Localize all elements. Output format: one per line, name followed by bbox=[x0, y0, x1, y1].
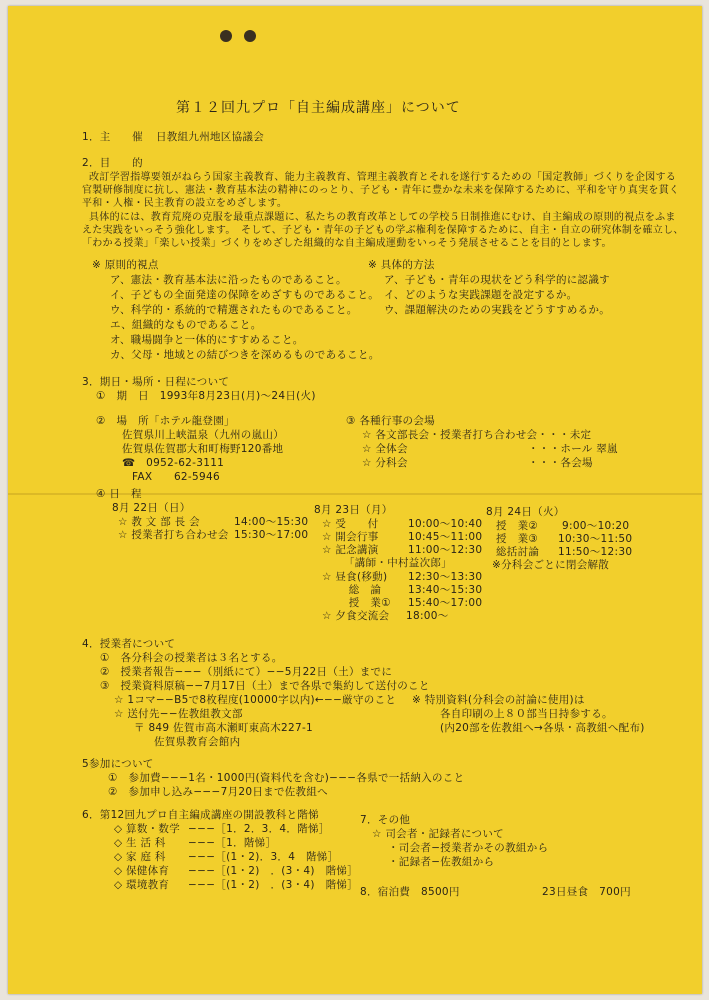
purpose-line: 改訂学習指導要領がねらう国家主義教育、能力主義教育、管理主義教育とそれを遂行するための「国定教師」づくりを企図する bbox=[89, 172, 677, 183]
special-material-note: 各自印刷の上８０部当日持参する。 bbox=[440, 708, 613, 720]
special-material-note: (内20部を佐教組へ→各県・高教組へ配布) bbox=[440, 722, 645, 734]
principle-item: ウ、科学的・系統的で精選されたものであること。 bbox=[110, 304, 358, 316]
principle-item: イ、子どもの全面発達の保障をめざすものであること。 bbox=[110, 289, 380, 301]
other-item: ☆ 司会者・記録者について bbox=[372, 828, 504, 840]
day3-note: ※分科会ごとに閉会解散 bbox=[492, 559, 610, 571]
schedule-event: ☆ 開会行事 bbox=[322, 531, 379, 543]
participation-item: ① 参加費−−−1名・1000円(資料代を含む)−−−各県で一括納入のこと bbox=[108, 772, 465, 784]
subject-name: ◇ 生 活 科 bbox=[114, 837, 166, 849]
schedule-time: 15:40〜17:00 bbox=[408, 597, 483, 609]
section-5-heading: 5参加について bbox=[82, 758, 154, 770]
venue-place: ・・・各会場 bbox=[528, 457, 593, 469]
subject-grades: −−−［1．階悌］ bbox=[188, 837, 277, 849]
lunch-cost: 23日昼食 700円 bbox=[542, 886, 631, 898]
lecturer-name: 「講師・中村益次郎」 bbox=[344, 557, 452, 569]
subject-name: ◇ 保健体育 bbox=[114, 865, 170, 877]
accommodation-cost: 8．宿泊費 8500円 bbox=[360, 886, 460, 898]
subject-grades: −−−［(1・2) ．(3・4) 階悌］ bbox=[188, 865, 359, 877]
schedule-time: 9:00〜10:20 bbox=[562, 520, 630, 532]
principle-item: オ、職場闘争と一体的にすすめること。 bbox=[110, 334, 304, 346]
event-date: ① 期 日 1993年8月23日(月)〜24日(火) bbox=[96, 390, 316, 402]
other-item: ・記録者−佐教組から bbox=[388, 856, 495, 868]
section-2-heading: 2．目 的 bbox=[82, 157, 143, 169]
subject-grades: −−−［(1・2)．3．4 階悌］ bbox=[188, 851, 339, 863]
schedule-event: 総括討論 bbox=[496, 546, 540, 558]
principle-item: エ、組織的なものであること。 bbox=[110, 319, 262, 331]
organizer: 日教組九州地区協議会 bbox=[156, 131, 264, 143]
venue-item: ☆ 全体会 bbox=[362, 443, 408, 455]
participation-item: ② 参加申し込み−−−7月20日まで佐教組へ bbox=[108, 786, 328, 798]
subject-name: ◇ 環境教育 bbox=[114, 879, 170, 891]
method-item: イ、どのような実践課題を設定するか。 bbox=[384, 289, 578, 301]
schedule-event: ☆ 夕食交流会 bbox=[322, 610, 390, 622]
purpose-line: 平和・人権・民主教育の設立をめざします。 bbox=[82, 198, 288, 209]
schedule-event: ☆ 記念講演 bbox=[322, 544, 379, 556]
day3-date: 8月 24日（火） bbox=[486, 506, 565, 518]
schedule-time: 11:50〜12:30 bbox=[558, 546, 633, 558]
schedule-time: 10:45〜11:00 bbox=[408, 531, 483, 543]
schedule-event: 授 業② bbox=[496, 520, 539, 532]
subject-grades: −−−［(1・2) ．(3・4) 階悌］ bbox=[188, 879, 359, 891]
schedule-event: ☆ 教 文 部 長 会 bbox=[118, 516, 200, 528]
methods-heading: ※ 具体的方法 bbox=[368, 259, 435, 271]
presenter-item: ☆ 送付先−−佐教組教文部 bbox=[114, 708, 243, 720]
punch-hole bbox=[244, 30, 256, 42]
postal-address: 〒 849 佐賀市高木瀬町東高木227-1 bbox=[134, 722, 314, 734]
subject-name: ◇ 家 庭 科 bbox=[114, 851, 166, 863]
phone-number: ☎ 0952-62-3111 bbox=[122, 457, 225, 469]
fax-number: FAX 62-5946 bbox=[132, 471, 220, 483]
venue-item: ☆ 各文部長会・授業者打ち合わせ会・・・未定 bbox=[362, 429, 592, 441]
schedule-time: 18:00〜 bbox=[406, 610, 449, 622]
purpose-line: 「わかる授業」「楽しい授業」づくりをめざした組織的な自主編成運動をいっそう発展させることを目的とします。 bbox=[82, 238, 612, 249]
subject-grades: −−−［1．2．3．4．階悌］ bbox=[188, 823, 330, 835]
principles-heading: ※ 原則的視点 bbox=[92, 259, 159, 271]
schedule-time: 14:00〜15:30 bbox=[234, 516, 309, 528]
schedule-time: 15:30〜17:00 bbox=[234, 529, 309, 541]
schedule-event: 授 業③ bbox=[496, 533, 539, 545]
section-3-heading: 3．期日・場所・日程について bbox=[82, 376, 230, 388]
day2-date: 8月 23日（月） bbox=[314, 504, 393, 516]
postal-address: 佐賀県教育会館内 bbox=[154, 736, 241, 748]
method-item: ア、子ども・青年の現状をどう科学的に認識す bbox=[384, 274, 610, 286]
principle-item: カ、父母・地域との結びつきを深めるものであること。 bbox=[110, 349, 380, 361]
punch-hole bbox=[220, 30, 232, 42]
presenter-item: ☆ 1コマ−−B5で8枚程度(10000字以内)←−−厳守のこと bbox=[114, 694, 397, 706]
schedule-event: ☆ 昼食(移動) bbox=[322, 571, 388, 583]
section-6-heading: 6．第12回九プロ自主編成講座の開設教科と階悌 bbox=[82, 809, 319, 821]
schedule-time: 11:00〜12:30 bbox=[408, 544, 483, 556]
section-4-heading: 4．授業者について bbox=[82, 638, 176, 650]
special-material-note: ※ 特別資料(分科会の討論に使用)は bbox=[412, 694, 585, 706]
principle-item: ア、憲法・教育基本法に沿ったものであること。 bbox=[110, 274, 347, 286]
place-label: ② 場 所「ホテル龍登園」 bbox=[96, 415, 235, 427]
day1-date: 8月 22日（日） bbox=[112, 502, 191, 514]
document-page bbox=[8, 6, 702, 994]
schedule-event: ☆ 受 付 bbox=[322, 518, 379, 530]
method-item: ウ、課題解決のための実践をどうすすめるか。 bbox=[384, 304, 611, 316]
schedule-event: 総 論 bbox=[338, 584, 382, 596]
schedule-time: 12:30〜13:30 bbox=[408, 571, 483, 583]
purpose-line: 官製研修制度に抗し、憲法・教育基本法の精神にのっとり、子ども・青年に豊かな未来を保障するために、平和を守り真実を貫く bbox=[82, 185, 680, 196]
schedule-event: ☆ 授業者打ち合わせ会 bbox=[118, 529, 229, 541]
place-address: 佐賀県佐賀郡大和町梅野120番地 bbox=[122, 443, 284, 455]
presenter-item: ③ 授業資料原稿−−7月17日（土）まで各県で集約して送付のこと bbox=[100, 680, 430, 692]
venue-place: ・・・ホール 翠嵐 bbox=[528, 443, 618, 455]
purpose-line: えた実践をいっそう強化します。 そして、子ども・青年の子どもの学ぶ権利を保障するために、自主・自立の研究体制を確立し、 bbox=[82, 225, 684, 236]
purpose-line: 具体的には、教育荒廃の克服を最重点課題に、私たちの教育改革としての学校５日制推進にむけ、自主編成の原則的視点をふま bbox=[89, 212, 676, 223]
schedule-time: 10:00〜10:40 bbox=[408, 518, 483, 530]
place-address: 佐賀県川上峡温泉（九州の嵐山） bbox=[122, 429, 284, 441]
venue-item: ☆ 分科会 bbox=[362, 457, 408, 469]
schedule-time: 10:30〜11:50 bbox=[558, 533, 633, 545]
presenter-item: ② 授業者報告−−−（別紙にて）−−5月22日（土）までに bbox=[100, 666, 393, 678]
subject-name: ◇ 算数・数学 bbox=[114, 823, 181, 835]
page-title: 第１２回九プロ「自主編成講座」について bbox=[176, 100, 461, 116]
schedule-event: 授 業① bbox=[338, 597, 391, 609]
section-1-heading: 1．主 催 bbox=[82, 131, 143, 143]
other-item: ・司会者−授業者かその教組から bbox=[388, 842, 549, 854]
schedule-heading: ④ 日 程 bbox=[96, 488, 142, 500]
venues-heading: ③ 各種行事の会場 bbox=[346, 415, 435, 427]
schedule-time: 13:40〜15:30 bbox=[408, 584, 483, 596]
section-7-heading: 7．その他 bbox=[360, 814, 411, 826]
presenter-item: ① 各分科会の授業者は３名とする。 bbox=[100, 652, 283, 664]
